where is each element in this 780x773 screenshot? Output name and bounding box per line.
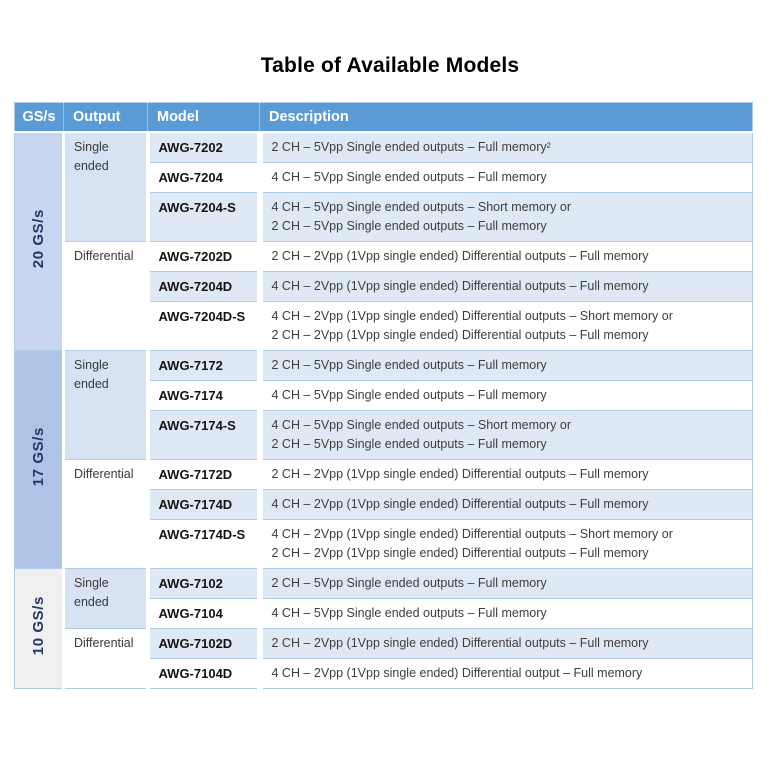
model-cell: AWG-7202D	[148, 242, 260, 272]
description-cell	[260, 351, 753, 381]
description-cell	[260, 520, 753, 569]
header-row	[15, 103, 753, 133]
header-description: Description	[260, 103, 753, 133]
table-header	[15, 103, 753, 133]
description-line: 2 CH – 5Vpp Single ended outputs – Full memory	[271, 219, 547, 233]
description-line: 4 CH – 5Vpp Single ended outputs – Full memory	[271, 388, 547, 402]
description-cell	[260, 599, 753, 629]
description-line: 2 CH – 2Vpp (1Vpp single ended) Differential outputs – Full memory	[271, 467, 649, 481]
description-line: 4 CH – 2Vpp (1Vpp single ended) Differential outputs – Short memory or	[271, 309, 673, 323]
table-row	[15, 242, 753, 272]
table-row	[15, 132, 753, 163]
model-cell: AWG-7102	[148, 569, 260, 599]
header-output: Output	[64, 103, 148, 133]
table-row	[15, 351, 753, 381]
description-cell	[260, 272, 753, 302]
description-cell	[260, 242, 753, 272]
model-cell: AWG-7204-S	[148, 193, 260, 242]
description-line: 4 CH – 5Vpp Single ended outputs – Full memory	[271, 606, 547, 620]
output-cell: Single ended	[64, 132, 148, 242]
model-cell: AWG-7104	[148, 599, 260, 629]
description-line: 2 CH – 2Vpp (1Vpp single ended) Differential outputs – Full memory	[271, 546, 649, 560]
description-cell	[260, 193, 753, 242]
model-cell: AWG-7174	[148, 381, 260, 411]
output-cell: Differential	[64, 460, 148, 569]
rate-cell	[15, 569, 64, 689]
table-row	[15, 460, 753, 490]
description-line: 2 CH – 2Vpp (1Vpp single ended) Differential outputs – Full memory	[271, 328, 649, 342]
model-cell: AWG-7204	[148, 163, 260, 193]
description-line: 2 CH – 5Vpp Single ended outputs – Full memory	[271, 358, 547, 372]
model-cell: AWG-7202	[148, 132, 260, 163]
model-cell: AWG-7174D	[148, 490, 260, 520]
rate-label: 10 GS/s	[30, 596, 47, 656]
description-cell	[260, 163, 753, 193]
rate-cell	[15, 132, 64, 351]
description-line: 2 CH – 2Vpp (1Vpp single ended) Differential outputs – Full memory	[271, 249, 649, 263]
table-row	[15, 569, 753, 599]
description-line: 4 CH – 2Vpp (1Vpp single ended) Differential outputs – Full memory	[271, 497, 649, 511]
page-title: Table of Available Models	[260, 54, 520, 77]
description-line: 4 CH – 2Vpp (1Vpp single ended) Differential outputs – Short memory or	[271, 527, 673, 541]
table-row	[15, 629, 753, 659]
rate-cell	[15, 351, 64, 569]
description-cell	[260, 302, 753, 351]
model-cell: AWG-7104D	[148, 659, 260, 689]
description-cell	[260, 460, 753, 490]
description-line: 4 CH – 5Vpp Single ended outputs – Full memory	[271, 170, 547, 184]
model-cell: AWG-7172	[148, 351, 260, 381]
description-line: 2 CH – 5Vpp Single ended outputs – Full memory	[271, 576, 547, 590]
description-cell	[260, 490, 753, 520]
rate-label: 20 GS/s	[30, 209, 47, 269]
model-cell: AWG-7174-S	[148, 411, 260, 460]
description-cell	[260, 569, 753, 599]
output-cell: Differential	[64, 629, 148, 689]
description-line: 2 CH – 5Vpp Single ended outputs – Full memory²	[271, 140, 551, 154]
output-cell: Single ended	[64, 351, 148, 460]
rate-label: 17 GS/s	[30, 427, 47, 487]
output-cell: Differential	[64, 242, 148, 351]
description-line: 4 CH – 2Vpp (1Vpp single ended) Differential output – Full memory	[271, 666, 643, 680]
header-model: Model	[148, 103, 260, 133]
description-line: 4 CH – 5Vpp Single ended outputs – Short memory or	[271, 418, 571, 432]
description-line: 2 CH – 2Vpp (1Vpp single ended) Differential outputs – Full memory	[271, 636, 649, 650]
description-line: 4 CH – 5Vpp Single ended outputs – Short memory or	[271, 200, 571, 214]
models-table-body	[15, 132, 753, 689]
model-cell: AWG-7172D	[148, 460, 260, 490]
model-cell: AWG-7174D-S	[148, 520, 260, 569]
description-cell	[260, 629, 753, 659]
description-cell	[260, 132, 753, 163]
header-gss: GS/s	[15, 103, 64, 133]
model-cell: AWG-7204D	[148, 272, 260, 302]
description-cell	[260, 659, 753, 689]
description-cell	[260, 411, 753, 460]
model-cell: AWG-7102D	[148, 629, 260, 659]
description-line: 2 CH – 5Vpp Single ended outputs – Full memory	[271, 437, 547, 451]
description-cell	[260, 381, 753, 411]
description-line: 4 CH – 2Vpp (1Vpp single ended) Differential outputs – Full memory	[271, 279, 649, 293]
model-cell: AWG-7204D-S	[148, 302, 260, 351]
models-table	[14, 102, 753, 689]
output-cell: Single ended	[64, 569, 148, 629]
